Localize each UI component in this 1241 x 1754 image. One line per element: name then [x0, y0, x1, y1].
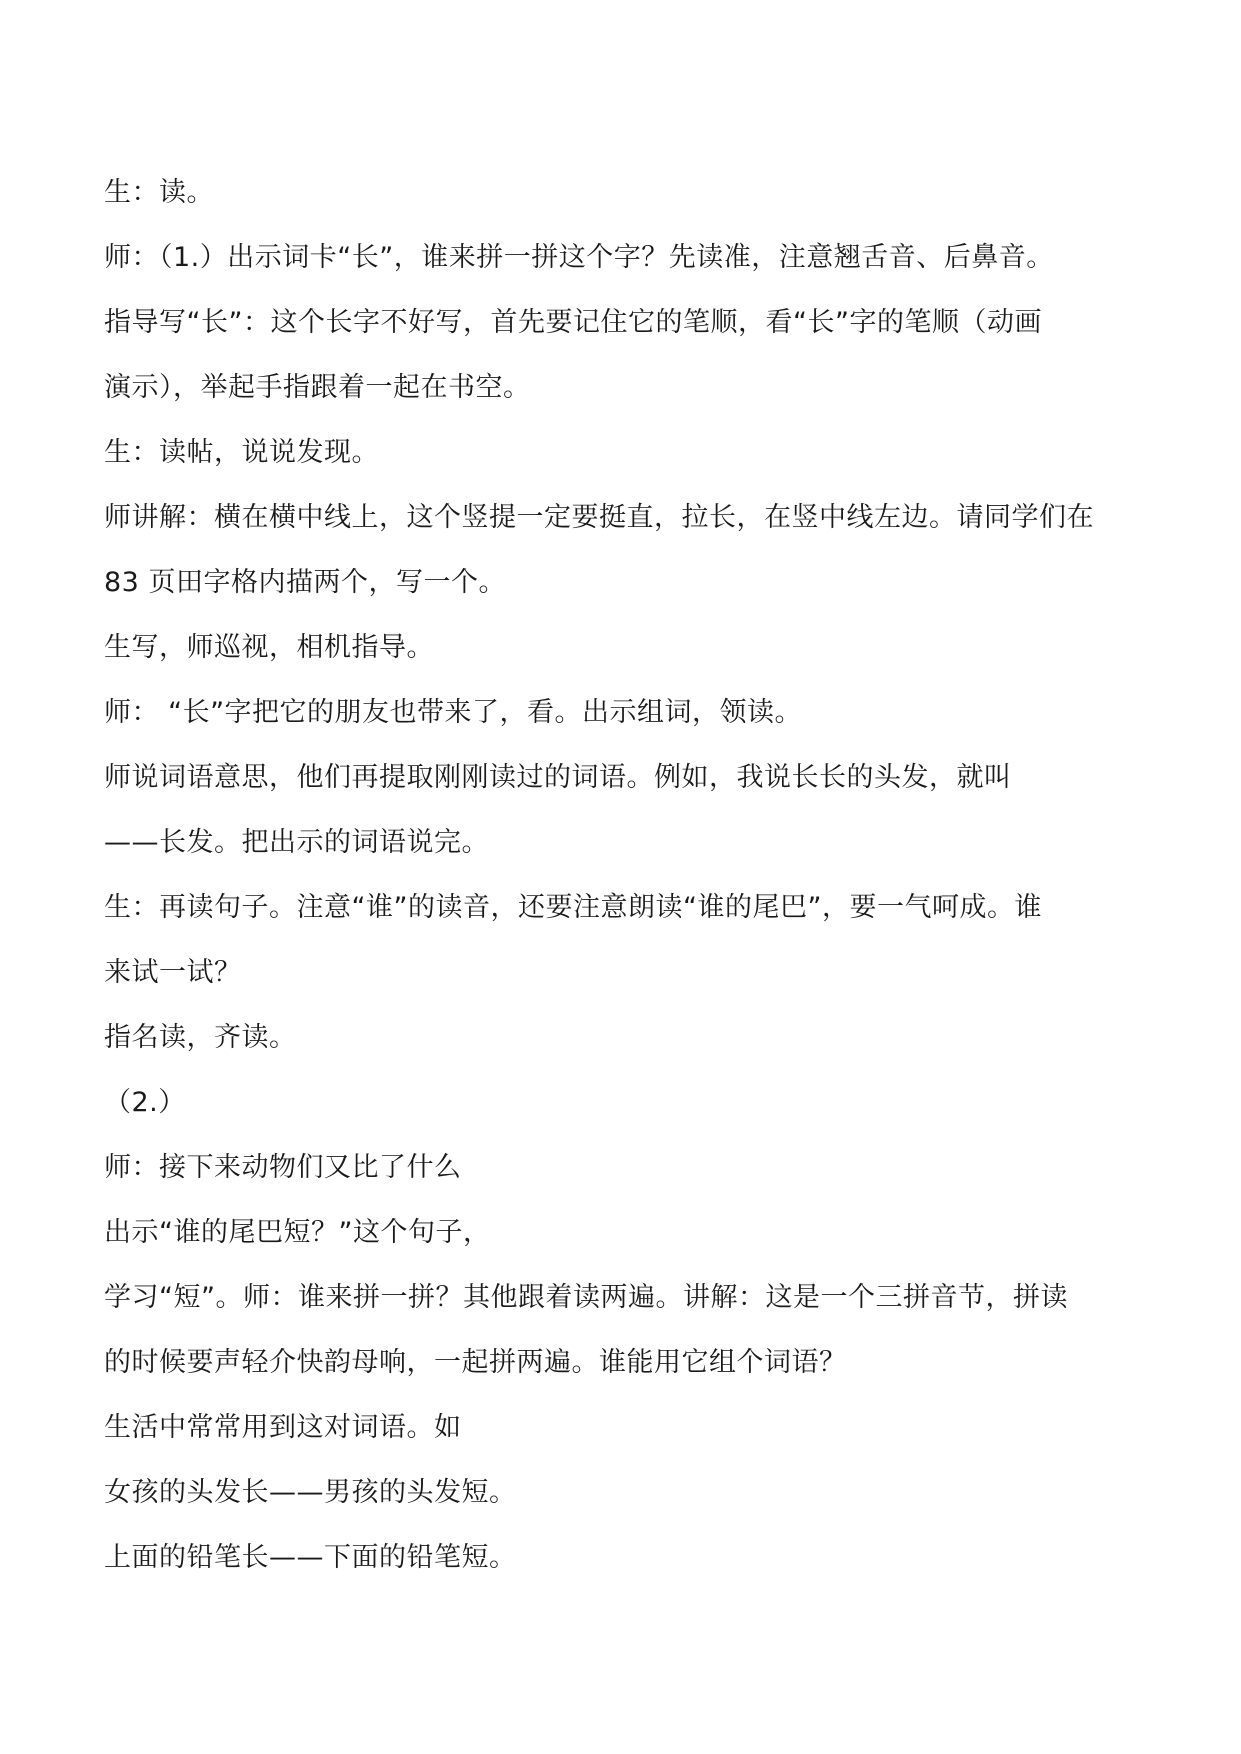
text-line: 师：接下来动物们又比了什么 — [104, 1152, 462, 1183]
text-line: 指名读，齐读。 — [104, 1022, 297, 1053]
text-line: 生活中常常用到这对词语。如 — [104, 1412, 462, 1443]
text-line: 生：再读句子。注意“谁”的读音，还要注意朗读“谁的尾巴”，要一气呵成。谁 — [104, 892, 1042, 923]
text-line: 师讲解：横在横中线上，这个竖提一定要挺直，拉长，在竖中线左边。请同学们在 — [104, 502, 1094, 533]
text-line: 师说词语意思，他们再提取刚刚读过的词语。例如，我说长长的头发，就叫 — [104, 762, 1012, 793]
text-line: 师：（1.）出示词卡“长”，谁来拼一拼这个字？先读准，注意翘舌音、后鼻音。 — [104, 242, 1054, 273]
text-line: ——长发。把出示的词语说完。 — [104, 827, 489, 858]
text-line: 师： “长”字把它的朋友也带来了，看。出示组词，领读。 — [104, 697, 803, 728]
text-line: 生写，师巡视，相机指导。 — [104, 632, 434, 663]
text-line: 学习“短”。师：谁来拼一拼？其他跟着读两遍。讲解：这是一个三拼音节，拼读 — [104, 1282, 1068, 1313]
text-line: 生：读。 — [104, 177, 214, 208]
text-line: 83 页田字格内描两个，写一个。 — [104, 567, 506, 598]
text-line: （2.） — [104, 1087, 186, 1118]
text-line: 演示），举起手指跟着一起在书空。 — [104, 372, 531, 403]
text-line: 生：读帖，说说发现。 — [104, 437, 379, 468]
text-line: 上面的铅笔长——下面的铅笔短。 — [104, 1542, 517, 1573]
text-line: 指导写“长”：这个长字不好写，首先要记住它的笔顺，看“长”字的笔顺（动画 — [104, 307, 1042, 338]
text-line: 的时候要声轻介快韵母响，一起拼两遍。谁能用它组个词语？ — [104, 1347, 847, 1378]
text-line: 来试一试？ — [104, 957, 242, 988]
text-line: 出示“谁的尾巴短？”这个句子， — [104, 1217, 491, 1248]
document-body — [104, 160, 1154, 1590]
text-line: 女孩的头发长——男孩的头发短。 — [104, 1477, 517, 1508]
